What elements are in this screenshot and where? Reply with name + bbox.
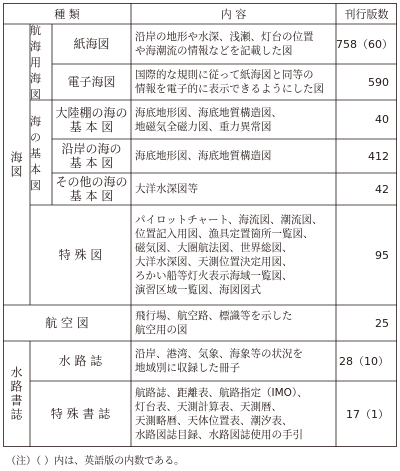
label-tairikudana-line1: 大陸棚の海の	[55, 105, 128, 120]
label-kami-kaizu: 紙海図	[73, 37, 110, 51]
content-line: パイロットチャート、海流図、潮流図、	[135, 214, 323, 226]
content-line: 沿岸の地形や水深、浅瀬、灯台の位置	[135, 31, 314, 43]
content-tokushu-zu	[131, 205, 336, 305]
content-line: ろかい船等灯火表示海域一覧図、	[135, 270, 293, 282]
group-kaitei-label: 海の基本図	[30, 114, 42, 192]
content-line: 海底地形図、海底地質構造図	[135, 150, 272, 162]
group-kaitei	[30, 100, 52, 205]
count-tokushu-shoshi: 17（1）	[346, 408, 389, 421]
count-engan: 412	[368, 149, 389, 163]
content-line: 位置記入用図、漁具定置箇所一覧図、	[135, 228, 314, 240]
header-type: 種 類	[54, 7, 80, 21]
header-content: 内 容	[220, 7, 247, 21]
content-line: 地磁気全磁力図、重力異常図	[135, 120, 272, 133]
label-tairikudana	[52, 100, 131, 139]
label-suiroshi: 水 路 誌	[58, 354, 103, 368]
content-line: 水路図誌目録、水路図誌使用の手引	[135, 429, 303, 441]
label-tokushu-zu: 特 殊 図	[58, 248, 103, 262]
label-tokushu-shoshi: 特 殊 書 誌	[50, 407, 111, 421]
group-kokai-label: 航海用海図	[30, 24, 42, 101]
content-tairikudana	[131, 100, 336, 139]
content-line: 演習区域一覧図、海図図式	[135, 284, 261, 296]
count-sonota: 42	[375, 182, 389, 196]
count-tokushu-zu: 95	[375, 248, 389, 262]
label-tairikudana-line2: 基 本 図	[69, 119, 114, 134]
content-line: 沿岸、港湾、気象、海象等の状況を	[135, 348, 303, 360]
label-engan	[52, 139, 131, 173]
content-line: 国際的な規則に従って紙海図と同等の	[135, 69, 314, 81]
content-denshi-kaizu	[131, 64, 336, 100]
content-line: 大洋水深図等	[135, 183, 198, 195]
content-line: や海潮流の情報などを記載した図	[135, 45, 293, 57]
catalog-table	[3, 3, 397, 447]
content-line: 大洋水深図、天測位置決定用図、	[135, 256, 293, 268]
group-kaizu: 海図	[9, 150, 23, 179]
count-kami-kaizu: 758（60）	[336, 38, 393, 51]
label-engan-line1: 沿岸の海の	[61, 142, 122, 156]
count-tairikudana: 40	[375, 113, 389, 126]
content-line: 天測略暦、天体位置表、潮汐表、	[135, 415, 293, 427]
content-line: 地域別に収録した冊子	[135, 362, 240, 374]
label-sonota	[52, 173, 131, 205]
label-sonota-line2: 基 本 図	[69, 189, 114, 203]
header-count: 刊行版数	[344, 7, 389, 21]
content-line: 磁気図、大圏航法図、世界総図、	[135, 242, 293, 254]
content-line: 航空用の図	[135, 324, 188, 336]
count-suiroshi: 28（10）	[339, 355, 389, 368]
group-suirozushi: 水路書誌	[9, 366, 23, 422]
label-sonota-line1: その他の海の	[55, 175, 128, 189]
content-line: 航路誌、距離表、航路指定（IMO）、	[135, 387, 308, 399]
content-tokushu-shoshi	[131, 381, 336, 447]
content-engan	[131, 139, 336, 173]
label-kokuzu: 航 空 図	[45, 316, 89, 330]
label-engan-line2: 基 本 図	[69, 156, 114, 170]
count-kokuzu: 25	[375, 316, 389, 330]
content-line: 飛行場、航空路、標識等を示した	[135, 310, 293, 322]
content-suiroshi	[131, 341, 336, 381]
content-line: 灯台表、天測計算表、天測暦、	[135, 401, 282, 413]
content-kokuzu	[131, 305, 336, 341]
content-kami-kaizu	[131, 24, 336, 64]
content-line: 海底地形図、海底地質構造図、	[135, 106, 282, 119]
content-sonota	[131, 173, 336, 205]
footnote: （注）（ ）内は、英語版の内数である。	[6, 456, 185, 467]
count-denshi-kaizu: 590	[368, 75, 389, 89]
content-line: 情報を電子的に表示できるようにした図	[135, 83, 324, 95]
label-denshi-kaizu: 電子海図	[67, 75, 116, 89]
group-kokai	[30, 24, 52, 100]
